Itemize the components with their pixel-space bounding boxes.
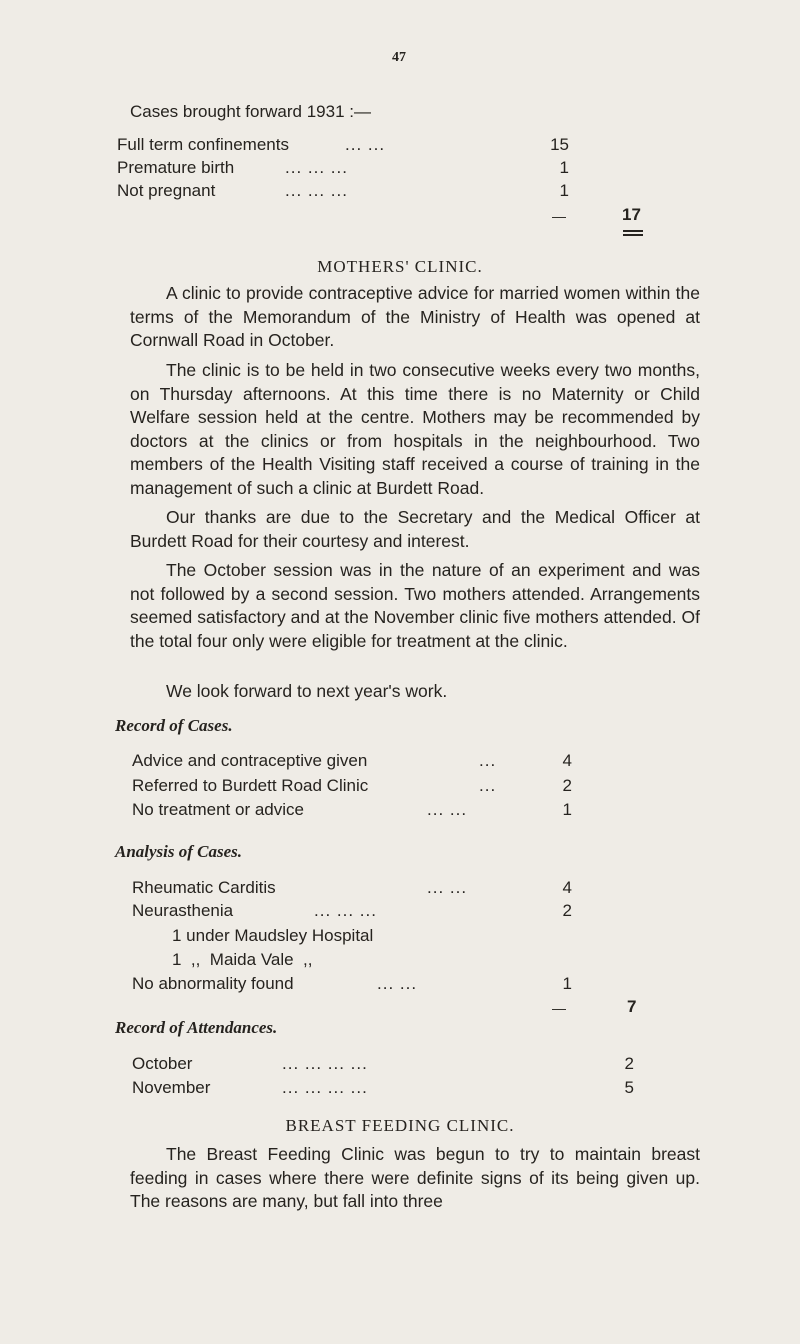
row-label: Referred to Burdett Road Clinic [132,776,369,795]
row-label: Not pregnant [117,181,216,200]
row-label: No treatment or advice [132,800,304,819]
table-row [132,751,592,775]
row-leader: ... ... [427,800,468,819]
row-leader: ... ... [427,878,468,897]
table-row [132,776,592,800]
row-label: Advice and contraceptive given [132,751,368,770]
row-leader: ... [479,776,497,795]
row-value: 4 [562,878,572,897]
paragraph: The October session was in the nature of an experiment and was not followed by a second session. Two mothers attended. Arrangements seemed satisfactory and at the November clinic five mothers attended. Of the total four only were eligible for treatment at the clinic. [130,560,700,651]
table-row [117,135,577,159]
row-value: 1 [562,974,572,993]
table-row [172,926,572,950]
row-value: 2 [562,776,572,795]
row-label: November [132,1078,211,1097]
table-row [132,1078,642,1102]
paragraph: The clinic is to be held in two consecutive weeks every two months, on Thursday afternoons. At this time there is no Maternity or Child Welfare session held at the centre. Mothers may be recommended by doctors at the clinics or from hospitals in the neighbourhood. Two members of the Health Visiting staff received a course of training in the management of such a clinic at Burdett Road. [130,360,700,498]
section-heading-mothers-clinic: MOTHERS' CLINIC. [317,257,483,276]
table-row [132,878,592,902]
table-row [132,1054,642,1078]
row-leader: ... ... ... [285,181,348,200]
row-leader: ... ... ... ... [282,1078,368,1097]
paragraph: The Breast Feeding Clinic was begun to try to maintain breast feeding in cases where there were definite signs of its being given up. The reasons are many, but fall into three [130,1144,700,1211]
paragraph: Our thanks are due to the Secretary and the Medical Officer at Burdett Road for their courtesy and interest. [130,507,700,551]
row-value: 1 [562,800,572,819]
total-value: 17 [622,205,641,224]
row-value: 5 [624,1078,634,1097]
paragraph: A clinic to provide contraceptive advice for married women within the terms of the Memorandum of the Ministry of Health was opened at Cornwall Road in October. [130,283,700,350]
table-row [132,901,592,925]
table-row [132,800,592,824]
row-label: October [132,1054,193,1073]
row-value: 1 [559,158,569,177]
table-row [117,181,577,205]
row-leader: ... ... [345,135,386,154]
row-label: Neurasthenia [132,901,234,920]
total-value: 7 [627,997,637,1016]
table-row [132,974,592,998]
row-value: 15 [550,135,569,154]
row-leader: ... ... ... [314,901,377,920]
sum-dash: — [552,1000,566,1016]
double-rule [623,230,643,236]
table-row [117,158,577,182]
row-leader: ... ... [377,974,418,993]
row-label: 1 ,, Maida Vale ,, [172,950,313,969]
brought-forward-heading: Cases brought forward 1931 :— [130,102,371,121]
subheading-record-of-cases: Record of Cases. [115,716,233,735]
row-label: 1 under Maudsley Hospital [172,926,374,945]
table-row [172,950,572,974]
row-leader: ... ... ... [285,158,348,177]
row-value: 1 [559,181,569,200]
paragraph: We look forward to next year's work. [166,681,448,701]
row-label: No abnormality found [132,974,294,993]
row-value: 2 [624,1054,634,1073]
row-value: 4 [562,751,572,770]
section-heading-breast-feeding-clinic: BREAST FEEDING CLINIC. [285,1116,515,1135]
page-number: 47 [392,50,406,65]
subheading-record-of-attendances: Record of Attendances. [115,1018,278,1037]
row-label: Premature birth [117,158,235,177]
row-value: 2 [562,901,572,920]
sum-dash: — [552,208,566,224]
row-leader: ... ... ... ... [282,1054,368,1073]
row-label: Full term confinements [117,135,289,154]
row-label: Rheumatic Carditis [132,878,276,897]
subheading-analysis-of-cases: Analysis of Cases. [115,842,243,861]
row-leader: ... [479,751,497,770]
